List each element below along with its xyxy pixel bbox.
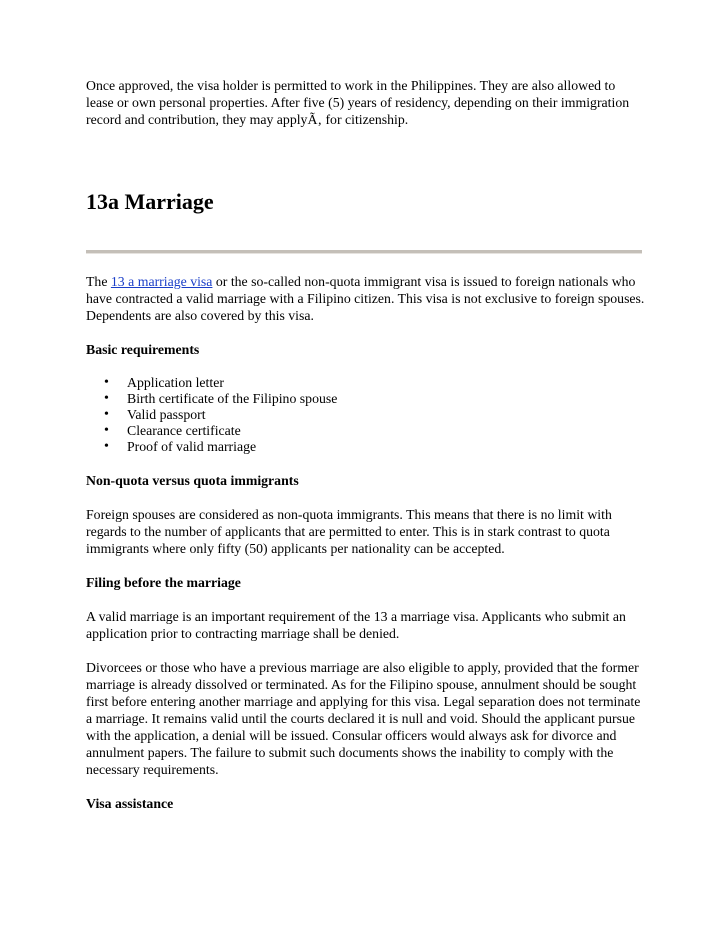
- section-body: [86, 273, 646, 812]
- requirements-list: [86, 375, 646, 455]
- list-item: • Clearance certificate: [86, 423, 646, 439]
- spacer: [86, 358, 646, 375]
- nonquota-heading: Non-quota versus quota immigrants: [86, 473, 299, 488]
- document-page: [86, 77, 646, 811]
- list-item: • Application letter: [86, 375, 646, 391]
- section-divider: [86, 250, 642, 254]
- spacer: [86, 489, 646, 506]
- basic-requirements-heading: Basic requirements: [86, 342, 200, 357]
- para1-after: or the so-called non-quota immigrant visa is issued to foreign nationals who have contracted a valid marriage with a Filipino citizen. This visa is not exclusive to foreign spouses. Dependents are also covered by this visa.: [86, 274, 645, 323]
- spacer: [86, 778, 646, 795]
- section-title: 13a Marriage: [86, 189, 214, 214]
- spacer: [86, 642, 646, 659]
- visa-assistance-heading: Visa assistance: [86, 796, 174, 811]
- spacer: [86, 557, 646, 574]
- nonquota-paragraph: Foreign spouses are considered as non-quota immigrants. This means that there is no limit with regards to the number of applicants that are permitted to enter. This is in stark contrast to quota immigrants where only fifty (50) applicants per nationality can be accepted.: [86, 507, 612, 556]
- filing-heading: Filing before the marriage: [86, 575, 241, 590]
- list-item: • Valid passport: [86, 407, 646, 423]
- filing-paragraph-2: Divorcees or those who have a previous marriage are also eligible to apply, provided that the former marriage is already dissolved or terminated. As for the Filipino spouse, annulment should be sought first before entering another marriage and applying for this visa. Legal separation does not terminate a marriage. It remains valid until the courts declared it is null and void. Should the applicant pursue with the application, a denial will be issued. Consular officers would always ask for divorce and annulment papers. The failure to submit such documents shows the inability to comply with the necessary requirements.: [86, 660, 641, 777]
- marriage-visa-link[interactable]: 13 a marriage visa: [110, 274, 213, 289]
- filing-paragraph-1: A valid marriage is an important requirement of the 13 a marriage visa. Applicants who submit an application prior to contracting marriage shall be denied.: [86, 609, 626, 641]
- list-item: • Proof of valid marriage: [86, 439, 646, 455]
- marriage-visa-paragraph: [86, 273, 646, 324]
- spacer: [86, 324, 646, 341]
- spacer: [86, 591, 646, 608]
- intro-paragraph: Once approved, the visa holder is permitted to work in the Philippines. They are also allowed to lease or own personal properties. After five (5) years of residency, depending on their immigration record and contribution, they may applyÃ‚ for citizenship.: [86, 78, 630, 127]
- list-item: • Birth certificate of the Filipino spouse: [86, 391, 646, 407]
- spacer: [86, 455, 646, 472]
- para1-before: The: [86, 274, 111, 289]
